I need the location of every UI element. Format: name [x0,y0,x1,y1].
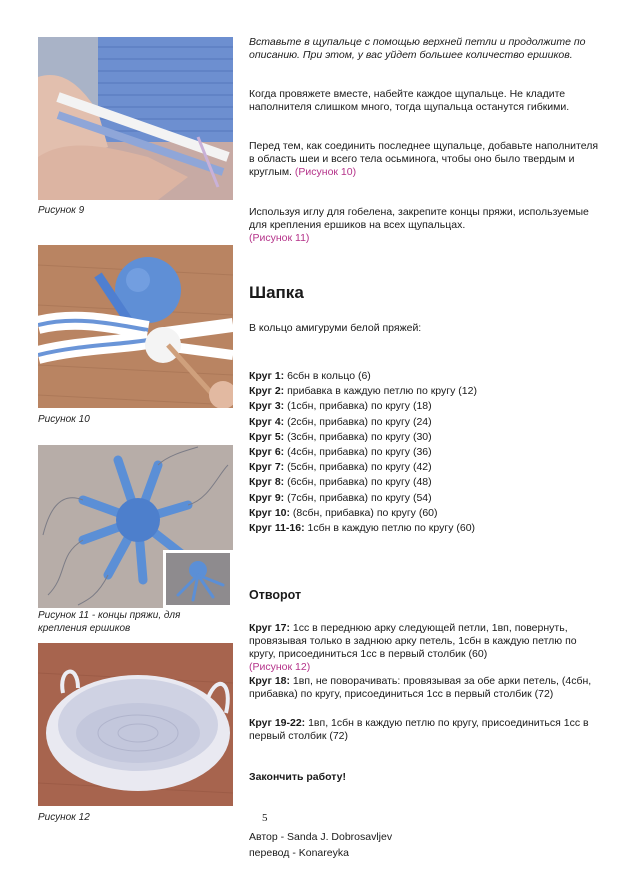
round-19-22-text: 1вп, 1сбн в каждую петлю по кругу, присоединиться 1сс в первый столбик (72) [249,717,589,742]
hat-round-row [249,369,477,384]
round-17-text: 1сс в переднюю арку следующей петли, 1вп, повернуть, провязывая только в заднюю арку петель, 1сбн в каждую петлю по кругу, присоединиться 1сс в первый столбик (60) [249,622,577,660]
paragraph-stuff-body [249,140,605,179]
hat-round-text: (2сбн, прибавка) по кругу (24) [287,415,432,428]
figure-11-caption-line2: крепления ершиков [38,623,131,634]
hat-rounds-list [249,369,477,536]
hat-round-text: (1сбн, прибавка) по кругу (18) [287,400,432,413]
translator-credit: перевод - Konareyka [249,847,349,859]
hat-round-text: (8сбн, прибавка) по кругу (60) [292,506,438,519]
hat-round-row [249,430,477,445]
figure-10-caption: Рисунок 10 [38,414,90,425]
hat-round-text: (6сбн, прибавка) по кругу (48) [287,476,432,489]
figure-11-caption-line1: Рисунок 11 - концы пряжи, для [38,610,181,621]
round-18-text: 1вп, не поворачивать: провязывая за обе арки петель, (4сбн, прибавка) по кругу, присоединиться 1сс в первый столбик (72) [249,675,592,700]
round-18-label: Круг 18: [249,675,290,687]
figure-10-photo [38,245,233,408]
otvorot-section-title: Отворот [249,588,302,602]
paragraph-insert-tentacle: Вставьте в щупальце с помощью верхней петли и продолжите по описанию. При этом, у вас уйдет большее количество ершиков. [249,36,586,61]
hat-round-text: (3сбн, прибавка) по кругу (30) [287,430,432,443]
hat-round-text: 1сбн в каждую петлю по кругу (60) [307,522,476,535]
page-number: 5 [262,812,268,824]
hat-round-text: 6сбн в кольцо (6) [287,370,371,382]
hat-round-label: Круг 11-16: [249,522,305,535]
hat-round-text: (7сбн, прибавка) по кругу (54) [287,491,432,504]
round-17-label: Круг 17: [249,622,290,634]
hat-round-text: (5сбн, прибавка) по кругу (42) [287,461,432,474]
paragraph-secure-yarn [249,206,605,245]
finish-text: Закончить работу! [249,771,346,783]
figure-12-photo [38,643,233,806]
round-18 [249,675,605,701]
hat-round-row [249,521,477,536]
hat-round-label: Круг 3: [249,400,285,413]
hat-round-row [249,460,477,475]
hat-intro: В кольцо амигуруми белой пряжей: [249,322,422,334]
hat-round-row [249,384,477,399]
figure-11-photo [38,445,233,608]
paragraph-stuff-tentacles: Когда провяжете вместе, набейте каждое щупальце. Не кладите наполнителя слишком много, тогда щупальца останутся гибкими. [249,88,570,113]
hat-round-label: Круг 8: [249,476,285,489]
round-17 [249,622,605,674]
figure-9-caption: Рисунок 9 [38,205,85,216]
round-19-22 [249,717,605,743]
hat-round-label: Круг 4: [249,415,285,428]
author-credit: Автор - Sanda J. Dobrosavljev [249,831,393,843]
hat-round-row [249,445,477,460]
figure-10-reference: (Рисунок 10) [294,166,357,178]
figure-9-photo [38,37,233,200]
hat-round-label: Круг 5: [249,430,285,443]
hat-round-text: (4сбн, прибавка) по кругу (36) [287,446,432,459]
paragraph-stuff-body-text: Перед тем, как соединить последнее щупальце, добавьте наполнителя в область шеи и всего тела осьминога, чтобы оно было твердым и круглым. [249,140,599,178]
hat-round-label: Круг 9: [249,491,285,504]
hat-section-title: Шапка [249,283,304,302]
hat-round-text: прибавка в каждую петлю по кругу (12) [287,385,477,398]
hat-round-label: Круг 6: [249,446,285,459]
figure-12-caption: Рисунок 12 [38,812,90,823]
paragraph-secure-yarn-text: Используя иглу для гобелена, закрепите концы пряжи, используемые для крепления ершиков на всех щупальцах. [249,206,589,231]
hat-round-row [249,491,477,506]
hat-round-row [249,415,477,430]
hat-round-row [249,399,477,414]
hat-round-label: Круг 10: [249,506,290,519]
figure-12-reference: (Рисунок 12) [249,661,311,673]
hat-round-label: Круг 2: [249,385,285,398]
hat-round-row [249,475,477,490]
hat-round-row [249,506,477,521]
hat-round-label: Круг 7: [249,461,285,474]
hat-round-label: Круг 1: [249,370,285,382]
figure-11-reference: (Рисунок 11) [249,232,310,244]
round-19-22-label: Круг 19-22: [249,717,306,729]
